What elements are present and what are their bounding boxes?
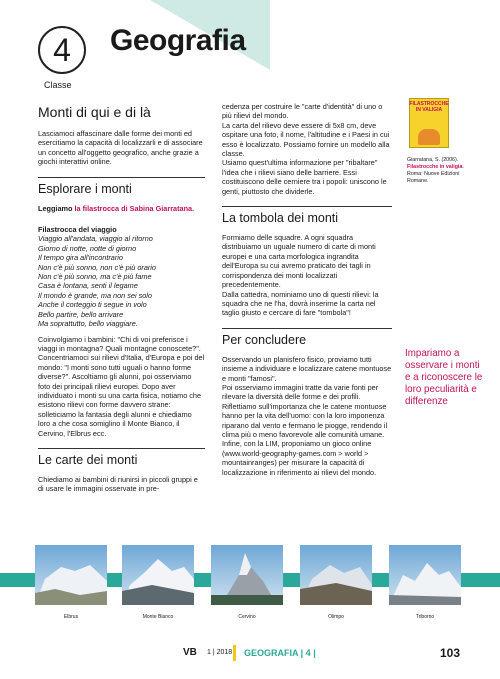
footer-divider xyxy=(233,645,236,661)
footer-brand: VB xyxy=(183,647,197,658)
book-caption xyxy=(407,157,467,185)
intro-paragraph: Lasciamoci affascinare dalle forme dei monti ed esercitiamo la capacità di localizzarli e di associare un concetto all'oggetto geografico, anche grazie a giochi interattivi online. xyxy=(38,129,203,167)
middle-column xyxy=(222,102,392,477)
poem-title: Filastrocca del viaggio xyxy=(38,225,117,235)
poem xyxy=(38,234,205,328)
book-author: Giarratana, S. (2006). xyxy=(407,157,459,163)
mountain-photos xyxy=(0,545,500,605)
section-heading-esplorare: Esplorare i monti xyxy=(38,177,205,197)
paragraph-chiediamo: Chiediamo ai bambini di riunirsi in piccoli gruppi e di usare le immagini osservate in pre- xyxy=(38,474,198,494)
page-number: 103 xyxy=(440,646,461,660)
grade-number: 4 xyxy=(53,31,71,68)
left-column xyxy=(38,104,205,494)
paragraph-lim: Infine, con la LIM, proponiamo un gioco online (www.world-geography-games.com > world > mountainranges) per misurare la capacità di localizzazione in riferimento ai rilievi del mondo. xyxy=(222,439,377,477)
paragraph-coinvolgiamo: Coinvolgiamo i bambini: "Chi di voi preferisce i viaggi in montagna? Quali montagne conoscete?". Concentriamoci sui rilievi d'Italia, d'Europa e poi del mondo: "I monti sono tutti uguali o hanno forme diverse?". Ascoltiamo gli alunni, poi osserviamo foto dei principali rilievi europei. Dopo aver individuato i monti su una carta fisica, notiamo che esistono rilievi con forme davvero strane: solleticiamo la fantasia degli alunni e chiediamo loro a che cosa somiglino il Monte Bianco, il Cervino, l'Elbrus ecc. xyxy=(38,334,205,438)
photo-caption: Triborno xyxy=(415,614,435,620)
paragraph-cattedra: Dalla cattedra, nominiamo uno di questi rilievi: la squadra che ne l'ha, dovrà inserirne la carta nel taglio giusto e cercare di fare "tombola"! xyxy=(222,289,379,318)
paragraph-ribaltare: Usiamo quest'ultima informazione per "ribaltare" l'idea che i rilievi siano delle barriere. Essi costituiscono delle cerniere tra i popoli: uniscono le genti, piuttosto che dividerle. xyxy=(222,158,387,196)
poem-line: Non c'è più sonno, ma c'è più fame xyxy=(38,272,152,282)
footer-section: GEOGRAFIA | 4 | xyxy=(244,648,316,658)
poem-line: Anche il corteggio ti segue in volo xyxy=(38,300,147,310)
photo-caption: Elbrus xyxy=(63,614,79,620)
sidebar-quote: Impariamo a osservare i monti e a riconoscere le loro peculiarità e differenze xyxy=(405,348,483,407)
section-heading-tombola: La tombola dei monti xyxy=(222,206,392,226)
poem-line: Giorno di notte, notte di giorno xyxy=(38,243,137,253)
paragraph-squadre: Formiamo delle squadre. A ogni squadra distribuiamo un uguale numero di carte di monti europei e una carta morfologica ingrandita dell'Europa su cui avremo praticato dei tagli in corrispondenza dei monti localizzati precedentemente. xyxy=(222,233,376,290)
paragraph-planisfero: Osservando un planisfero fisico, proviamo tutti insieme a individuare e localizzare catene montuose e monti "famosi". xyxy=(222,354,392,383)
paragraph-immagini: Poi osserviamo immagini tratte da varie fonti per rilevare la diversità delle forme e dei profili. Riflettiamo sull'importanza che le catene montuose hanno per la vita dell'uomo: con la loro imponenza riparano dal vento e fermano le piogge, rendendo il clima più o meno favorevole alle comunità umane. xyxy=(222,382,388,439)
photo-elbrus xyxy=(35,545,107,605)
photo-triborno xyxy=(389,545,461,605)
poem-line: Bello partire, bello arrivare xyxy=(38,309,124,319)
paragraph-carta-rilievo: La carta del rilievo deve essere di 5x8 cm, deve ospitare una foto, il nome, l'altitudine e i Paesi in cui esso è localizzato. Possiamo fornire un modello alla classe. xyxy=(222,120,390,159)
paragraph-continued: cedenza per costruire le "carte d'identità" di uno o più rilievi del mondo. xyxy=(222,102,383,121)
grade-label: Classe xyxy=(44,80,72,90)
photo-caption: Olimpo xyxy=(328,614,344,620)
book-cover xyxy=(409,98,449,148)
photo-caption: Monte Bianco xyxy=(142,614,174,620)
poem-line: Ma soprattutto, bello viaggiare. xyxy=(38,319,138,329)
subject-title: Geografia xyxy=(110,24,246,57)
footer-issue: 1 | 2018 xyxy=(207,649,233,656)
poem-line: Non c'è più sonno, non c'è più orario xyxy=(38,262,156,272)
read-prefix: Leggiamo xyxy=(38,203,75,213)
poem-line: Il mondo è grande, ma non sei solo xyxy=(38,290,152,300)
poem-line: Viaggio all'andata, viaggio al ritorno xyxy=(38,234,153,244)
photo-olimpo xyxy=(300,545,372,605)
poem-line: Il tempo gira all'incontrario xyxy=(38,253,123,263)
photo-caption: Cervino xyxy=(238,614,256,620)
page-footer xyxy=(0,645,500,661)
book-title: Filastrocche in valigia xyxy=(407,164,463,170)
poem-line: Casa è lontana, senti il legame xyxy=(38,281,138,291)
suitcase-icon xyxy=(418,129,440,145)
section-heading-carte: Le carte dei monti xyxy=(38,448,205,468)
book-publisher: . Roma: Nuove Edizioni Romane. xyxy=(407,164,464,184)
poem-link: la filastrocca di Sabina Giarratana. xyxy=(74,203,195,213)
section-heading-concludere: Per concludere xyxy=(222,328,392,348)
book-cover-title: FILASTROCCHE IN VALIGIA xyxy=(409,101,449,113)
read-line xyxy=(38,204,205,213)
grade-circle xyxy=(38,26,86,74)
photo-cervino xyxy=(211,545,283,605)
article-title: Monti di qui e di là xyxy=(38,104,151,120)
photo-monte-bianco xyxy=(122,545,194,605)
